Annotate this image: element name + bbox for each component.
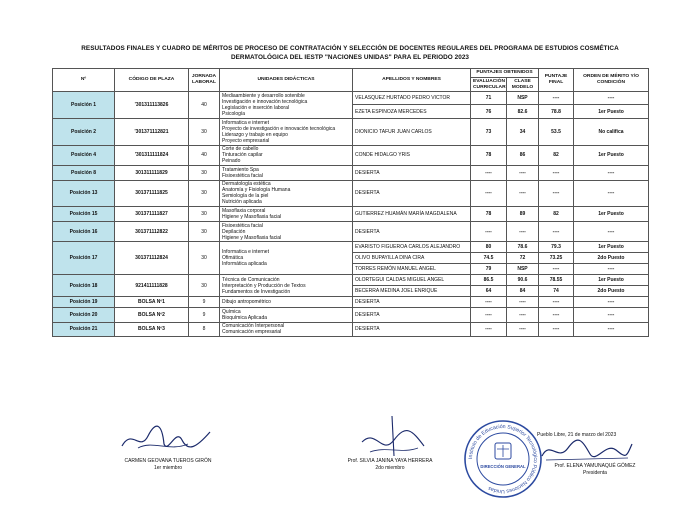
eval-curricular-cell: ---- — [471, 322, 507, 336]
clase-modelo-cell: ---- — [507, 308, 539, 322]
orden-merito-cell: 1er Puesto — [574, 145, 649, 166]
table-row — [53, 242, 649, 253]
puntaje-final-cell: ---- — [539, 166, 574, 180]
table-row — [53, 180, 649, 207]
codigo-cell: 301371112822 — [115, 221, 189, 242]
header-orden: ORDEN DE MÉRITO Y/O CONDICIÓN — [574, 69, 649, 92]
orden-merito-cell: 1er Puesto — [574, 242, 649, 253]
unidades-cell — [220, 207, 353, 221]
jornada-cell: 30 — [189, 207, 220, 221]
clase-modelo-cell: 82.6 — [507, 105, 539, 118]
puntaje-final-cell: ---- — [539, 297, 574, 308]
puntaje-final-cell: ---- — [539, 322, 574, 336]
eval-curricular-cell: 71 — [471, 92, 507, 105]
applicant-name-cell: DESIERTA — [353, 180, 471, 207]
unidad-didactica: Mediaambiente y desarrollo sotenible — [222, 92, 305, 99]
seal-center-text: DIRECCIÓN GENERAL — [480, 464, 526, 469]
eval-curricular-cell: 86.5 — [471, 275, 507, 286]
applicant-name-cell: OLORTEGUI CALDAS MIGUEL ANGEL — [353, 275, 471, 286]
clase-modelo-cell: 72 — [507, 253, 539, 264]
table-row — [53, 207, 649, 221]
unidades-cell — [220, 221, 353, 242]
position-cell: Posición 18 — [53, 275, 115, 297]
unidad-didactica: Liderazgo y trabajo en equipo — [222, 131, 288, 138]
orden-merito-cell: 2do Puesto — [574, 286, 649, 297]
position-cell: Posición 2 — [53, 118, 115, 145]
table-row — [53, 275, 649, 286]
jornada-cell: 30 — [189, 242, 220, 275]
codigo-cell: 301371112824 — [115, 242, 189, 275]
applicant-name-cell: EVARISTO FIGUEROA CARLOS ALEJANDRO — [353, 242, 471, 253]
unidades-cell — [220, 166, 353, 180]
codigo-cell: BOLSA Nº1 — [115, 297, 189, 308]
unidad-didactica: Fisioestética facial — [222, 222, 263, 229]
codigo-cell: 301371111825 — [115, 180, 189, 207]
orden-merito-cell: ---- — [574, 180, 649, 207]
eval-curricular-cell: 78 — [471, 207, 507, 221]
clase-modelo-cell: NSP — [507, 92, 539, 105]
position-cell: Posición 13 — [53, 180, 115, 207]
unidades-cell — [220, 297, 353, 308]
unidad-didactica: Nutrición aplicada — [222, 199, 262, 206]
applicant-name-cell: DESIERTA — [353, 166, 471, 180]
signature-1-name: CARMEN GEOVANA TUEROS GIRÓN — [124, 458, 212, 464]
orden-merito-cell: 1er Puesto — [574, 105, 649, 118]
applicant-name-cell: GUTIERREZ HUAMÁN MARÍA MAGDALENA — [353, 207, 471, 221]
signature-3 — [540, 463, 650, 477]
position-cell: Posición 1 — [53, 92, 115, 119]
puntaje-final-cell: 53.5 — [539, 118, 574, 145]
position-cell: Posición 20 — [53, 308, 115, 322]
puntaje-final-cell: ---- — [539, 308, 574, 322]
signature-3-role: Presidenta — [583, 470, 607, 476]
orden-merito-cell: ---- — [574, 264, 649, 275]
unidad-didactica: Depilación — [222, 228, 246, 235]
unidad-didactica: Fisioestética facial — [222, 172, 263, 179]
table-row — [53, 118, 649, 145]
puntaje-final-cell: 78.55 — [539, 275, 574, 286]
position-cell: Posición 15 — [53, 207, 115, 221]
unidad-didactica: Semiología de la piel — [222, 193, 269, 200]
orden-merito-cell: ---- — [574, 92, 649, 105]
eval-curricular-cell: 78 — [471, 145, 507, 166]
eval-curricular-cell: 76 — [471, 105, 507, 118]
eval-curricular-cell: ---- — [471, 180, 507, 207]
table-row — [53, 322, 649, 336]
applicant-name-cell: CONDE HIDALGO YRIS — [353, 145, 471, 166]
unidad-didactica: Técnica de Comunicación — [222, 276, 280, 283]
applicant-name-cell: TORRES REMÓN MANUEL ANGEL — [353, 264, 471, 275]
header-apellidos: APELLIDOS Y NOMBRES — [353, 69, 471, 92]
clase-modelo-cell: 84 — [507, 286, 539, 297]
puntaje-final-cell: 82 — [539, 145, 574, 166]
applicant-name-cell: OLIVO BUPAYILLA DINA CIRA — [353, 253, 471, 264]
puntaje-final-cell: ---- — [539, 221, 574, 242]
signature-2 — [330, 458, 450, 472]
unidades-cell — [220, 242, 353, 275]
eval-curricular-cell: 64 — [471, 286, 507, 297]
unidad-didactica: Legislación e inserción laboral — [222, 104, 289, 111]
eval-curricular-cell: ---- — [471, 221, 507, 242]
table-row — [53, 145, 649, 166]
codigo-cell: 301311111829 — [115, 166, 189, 180]
orden-merito-cell: ---- — [574, 221, 649, 242]
applicant-name-cell: DESIERTA — [353, 221, 471, 242]
signature-1-role: 1er miembro — [153, 465, 183, 471]
unidad-didactica: Peinado — [222, 158, 241, 165]
unidad-didactica: Proyecto empresarial — [222, 137, 270, 144]
institution-seal — [462, 418, 544, 500]
header-clase: CLASE MODELO — [507, 78, 539, 92]
unidad-didactica: Anatomía y Fisiología Humana — [222, 187, 291, 194]
unidad-didactica: Proyecto de investigación e innovación tecnológica — [222, 125, 336, 132]
clase-modelo-cell: ---- — [507, 221, 539, 242]
eval-curricular-cell: ---- — [471, 297, 507, 308]
table-row — [53, 221, 649, 242]
codigo-cell: '301371112821 — [115, 118, 189, 145]
signature-2-scribble — [352, 412, 432, 462]
unidad-didactica: Informática aplicada — [222, 261, 267, 268]
jornada-cell: 9 — [189, 308, 220, 322]
signature-3-name: Prof. ELENA YAMUNAQUÉ GÓMEZ — [554, 463, 636, 469]
unidad-didactica: Informatica e internet — [222, 249, 269, 256]
puntaje-final-cell: ---- — [539, 180, 574, 207]
puntaje-final-cell: ---- — [539, 264, 574, 275]
puntaje-final-cell: 73.25 — [539, 253, 574, 264]
eval-curricular-cell: 80 — [471, 242, 507, 253]
eval-curricular-cell: 79 — [471, 264, 507, 275]
header-n: Nº — [53, 69, 115, 92]
jornada-cell: 30 — [189, 221, 220, 242]
unidad-didactica: Dermatología estética — [222, 181, 271, 188]
unidad-didactica: Tratamiento Spa — [222, 166, 259, 173]
eval-curricular-cell: 74.5 — [471, 253, 507, 264]
unidad-didactica: Fundamentos de Investigación — [222, 288, 291, 295]
orden-merito-cell: ---- — [574, 322, 649, 336]
codigo-cell: '301311113826 — [115, 92, 189, 119]
seal-ring-text: Instituto de Educación Superior Tecnológico Público Naciones Unidas — [467, 423, 539, 495]
header-puntajes: PUNTAJES OBTENIDOS — [471, 69, 539, 78]
codigo-cell: BOLSA Nº3 — [115, 322, 189, 336]
orden-merito-cell: 1er Puesto — [574, 275, 649, 286]
orden-merito-cell: No califica — [574, 118, 649, 145]
applicant-name-cell: DESIERTA — [353, 297, 471, 308]
unidades-cell — [220, 275, 353, 297]
unidad-didactica: Higiene y Masoflaxia facial — [222, 214, 282, 221]
table-row — [53, 308, 649, 322]
applicant-name-cell: EZETA ESPINOZA MERCEDES — [353, 105, 471, 118]
unidad-didactica: Interpretación y Producción de Textos — [222, 282, 306, 289]
clase-modelo-cell: ---- — [507, 166, 539, 180]
clase-modelo-cell: ---- — [507, 322, 539, 336]
unidad-didactica: Masoflaxia corporal — [222, 208, 266, 215]
clase-modelo-cell: NSP — [507, 264, 539, 275]
eval-curricular-cell: 73 — [471, 118, 507, 145]
eval-curricular-cell: ---- — [471, 166, 507, 180]
position-cell: Posición 19 — [53, 297, 115, 308]
unidad-didactica: Comunicación Interpersonal — [222, 323, 285, 330]
orden-merito-cell: 2do Puesto — [574, 253, 649, 264]
title-line-2: DERMATOLÓGICA DEL IESTP "NACIONES UNIDAS" PARA EL PERIODO 2023 — [230, 54, 470, 61]
puntaje-final-cell: 78.8 — [539, 105, 574, 118]
header-eval: EVALUACIÓN CURRICULAR — [471, 78, 507, 92]
codigo-cell: BOLSA Nº2 — [115, 308, 189, 322]
puntaje-final-cell: 82 — [539, 207, 574, 221]
unidades-cell — [220, 308, 353, 322]
results-table — [52, 68, 649, 337]
signature-2-role: 2do miembro — [375, 465, 405, 471]
applicant-name-cell: DIONICIO TAFUR JUAN CARLOS — [353, 118, 471, 145]
signature-3-scribble — [538, 436, 634, 466]
clase-modelo-cell: 34 — [507, 118, 539, 145]
clase-modelo-cell: 89 — [507, 207, 539, 221]
title-line-1: RESULTADOS FINALES Y CUADRO DE MÉRITOS DE PROCESO DE CONTRATACIÓN Y SELECCIÓN DE DOCENTES REGULARES DEL PROGRAMA DE ESTUDIOS COSMÉTICA — [81, 45, 619, 52]
codigo-cell: 921411111828 — [115, 275, 189, 297]
header-final: PUNTAJE FINAL — [539, 69, 574, 92]
jornada-cell: 40 — [189, 145, 220, 166]
puntaje-final-cell: 74 — [539, 286, 574, 297]
applicant-name-cell: BECERRA MEDINA JOEL ENRIQUE — [353, 286, 471, 297]
header-jornada: JORNADA LABORAL — [189, 69, 220, 92]
unidad-didactica: Química — [222, 309, 241, 316]
position-cell: Posición 16 — [53, 221, 115, 242]
orden-merito-cell: 1er Puesto — [574, 207, 649, 221]
jornada-cell: 30 — [189, 118, 220, 145]
header-unidades: UNIDADES DIDÁCTICAS — [220, 69, 353, 92]
codigo-cell: '301311111824 — [115, 145, 189, 166]
jornada-cell: 30 — [189, 166, 220, 180]
applicant-name-cell: DESIERTA — [353, 308, 471, 322]
unidad-didactica: Higiene y Masoflaxia facial — [222, 234, 282, 241]
unidades-cell — [220, 92, 353, 119]
clase-modelo-cell: 78.6 — [507, 242, 539, 253]
orden-merito-cell: ---- — [574, 166, 649, 180]
applicant-name-cell: DESIERTA — [353, 322, 471, 336]
puntaje-final-cell: ---- — [539, 92, 574, 105]
unidades-cell — [220, 180, 353, 207]
unidad-didactica: Dibujo antropométrico — [222, 299, 271, 306]
signature-2-name: Prof. SILVIA JANINA YAYA HERRERA — [347, 458, 433, 464]
orden-merito-cell: ---- — [574, 308, 649, 322]
table-row — [53, 166, 649, 180]
document-title — [40, 44, 660, 62]
applicant-name-cell: VELASQUEZ HURTADO PEDRO VICTOR — [353, 92, 471, 105]
unidad-didactica: Tinturación capilar — [222, 152, 263, 159]
clase-modelo-cell: ---- — [507, 180, 539, 207]
signature-1-scribble — [118, 418, 214, 458]
position-cell: Posición 8 — [53, 166, 115, 180]
unidad-didactica: Psicología — [222, 110, 246, 117]
unidades-cell — [220, 145, 353, 166]
puntaje-final-cell: 79.3 — [539, 242, 574, 253]
unidad-didactica: Ofimática — [222, 255, 244, 262]
jornada-cell: 40 — [189, 92, 220, 119]
unidades-cell — [220, 322, 353, 336]
table-row — [53, 92, 649, 105]
position-cell: Posición 21 — [53, 322, 115, 336]
orden-merito-cell: ---- — [574, 297, 649, 308]
unidades-cell — [220, 118, 353, 145]
jornada-cell: 8 — [189, 322, 220, 336]
clase-modelo-cell: 86 — [507, 145, 539, 166]
unidad-didactica: Informatica e internet — [222, 119, 269, 126]
jornada-cell: 30 — [189, 180, 220, 207]
unidad-didactica: Investigación e innovación tecnológica — [222, 98, 308, 105]
table-row — [53, 297, 649, 308]
unidad-didactica: Corte de cabello — [222, 146, 259, 153]
eval-curricular-cell: ---- — [471, 308, 507, 322]
footer-date: Pueblo Libre, 21 de marzo del 2023 — [537, 432, 617, 438]
unidad-didactica: Comunicación empresarial — [222, 329, 282, 336]
header-codigo: CÓDIGO DE PLAZA — [115, 69, 189, 92]
jornada-cell: 9 — [189, 297, 220, 308]
codigo-cell: 301371111827 — [115, 207, 189, 221]
clase-modelo-cell: ---- — [507, 297, 539, 308]
jornada-cell: 30 — [189, 275, 220, 297]
clase-modelo-cell: 90.6 — [507, 275, 539, 286]
signature-1 — [108, 458, 228, 472]
position-cell: Posición 17 — [53, 242, 115, 275]
position-cell: Posición 4 — [53, 145, 115, 166]
unidad-didactica: Bioquímica Aplicada — [222, 315, 268, 322]
